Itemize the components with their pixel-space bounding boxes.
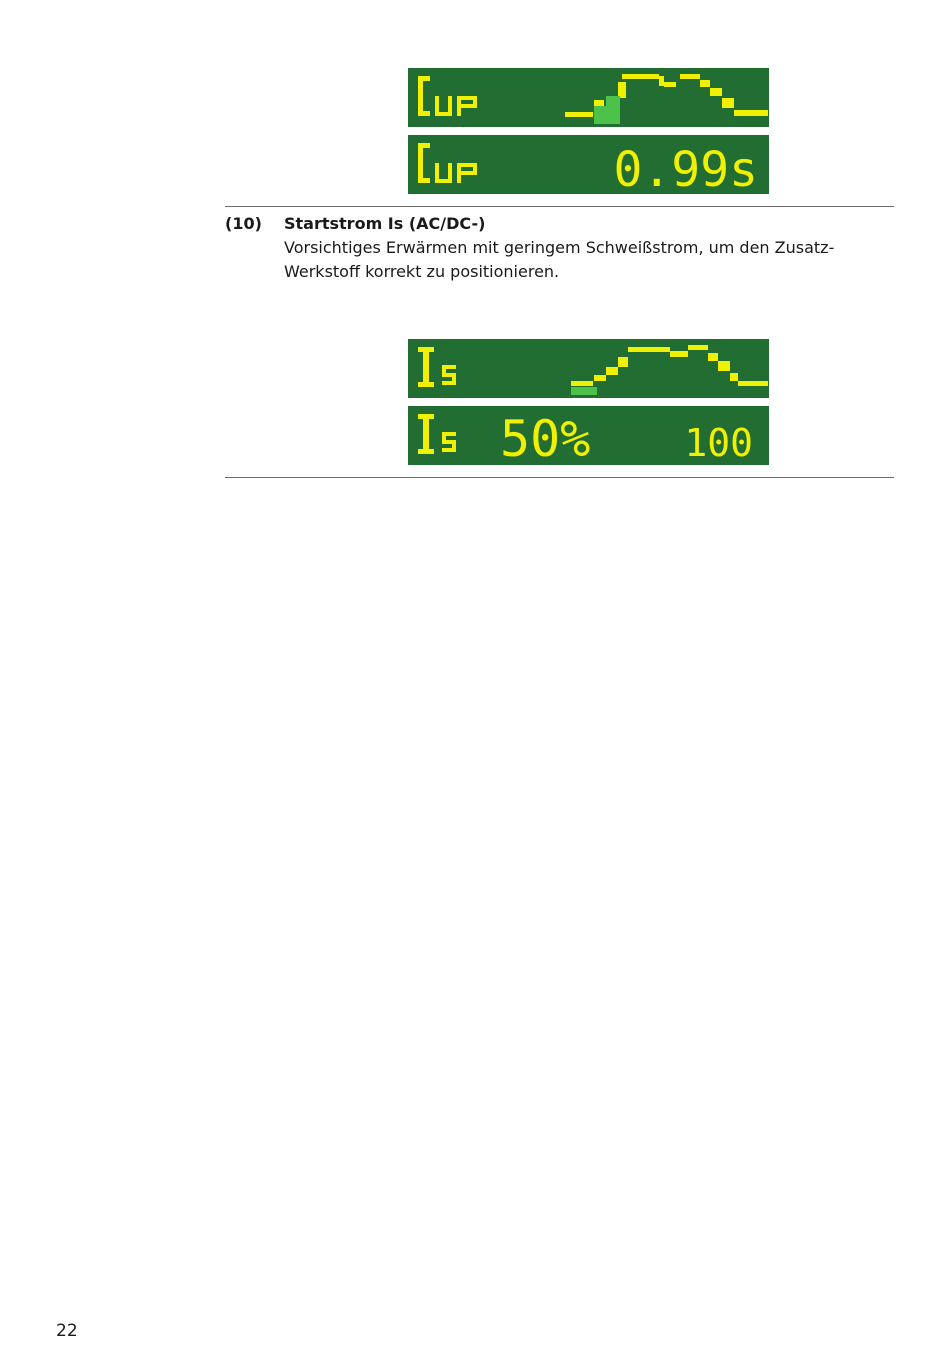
current-profile-icon xyxy=(408,68,769,127)
page-number: 22 xyxy=(56,1321,78,1341)
section-text: Vorsichtiges Erwärmen mit geringem Schweißstrom, um den Zusatz-Werkstoff korrekt zu positionieren. xyxy=(284,238,835,281)
is-value-display xyxy=(408,406,769,465)
is-max-value: 100 xyxy=(684,421,753,465)
section-number: (10) xyxy=(225,214,262,233)
lcd-display-tup-value xyxy=(408,135,769,194)
lcd-display-tup-graph xyxy=(408,68,769,127)
divider xyxy=(225,206,894,207)
divider xyxy=(225,477,894,478)
current-profile-icon xyxy=(408,339,769,398)
tup-value: 0.99s xyxy=(613,142,758,194)
tup-value-display xyxy=(408,135,769,194)
lcd-display-is-value xyxy=(408,406,769,465)
is-value: 50% xyxy=(500,410,591,465)
section-heading: Startstrom Is (AC/DC-) xyxy=(284,214,486,233)
lcd-display-is-graph xyxy=(408,339,769,398)
